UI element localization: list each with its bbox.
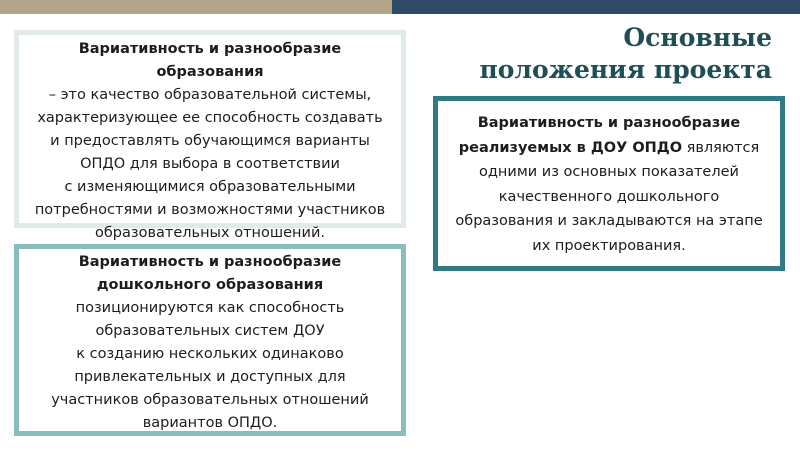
- top-accent-bar-right: [392, 0, 800, 14]
- preschool-heading-line: дошкольного образования: [96, 277, 324, 293]
- preschool-line: привлекательных и доступных для: [74, 369, 346, 385]
- quality-line: одними из основных показателей: [479, 164, 739, 180]
- quality-indicator-box: [433, 96, 785, 271]
- preschool-line: образовательных систем ДОУ: [95, 323, 325, 339]
- preschool-line: вариантов ОПДО.: [142, 415, 278, 431]
- quality-heading-line2: [442, 136, 776, 161]
- quality-line: образования и закладываются на этапе: [455, 213, 763, 229]
- preschool-line: позиционируются как способность: [75, 300, 345, 316]
- slide-title-line: Основные: [623, 23, 772, 52]
- quality-heading-line: Вариативность и разнообразие: [477, 115, 741, 131]
- quality-line: их проектирования.: [532, 237, 686, 254]
- definition-line: с изменяющимися образовательными: [64, 179, 356, 195]
- quality-heading-bold: реализуемых в ДОУ ОПДО: [458, 139, 683, 156]
- definition-heading: Вариативность и разнообразие образования: [78, 41, 342, 80]
- preschool-heading-line: Вариативность и разнообразие: [78, 254, 342, 270]
- slide-title-line: положения проекта: [479, 55, 772, 84]
- quality-heading-tail: являются: [682, 139, 760, 156]
- top-accent-bar-left: [0, 0, 392, 14]
- preschool-line: участников образовательных отношений: [51, 392, 369, 408]
- definition-box: [14, 30, 406, 241]
- slide-title: [442, 22, 772, 86]
- definition-line: характеризующее ее способность создавать: [37, 110, 383, 126]
- definition-line: – это качество образовательной системы,: [48, 87, 372, 103]
- definition-line: потребностями и возможностями участников: [34, 202, 386, 218]
- definition-line: образовательных отношений.: [94, 225, 325, 241]
- definition-line: ОПДО для выбора в соответствии: [80, 156, 340, 172]
- preschool-variability-box: [14, 244, 406, 436]
- quality-line: качественного дошкольного: [498, 188, 720, 205]
- definition-line: и предоставлять обучающимся варианты: [50, 133, 370, 149]
- preschool-line: к созданию нескольких одинаково: [76, 346, 344, 362]
